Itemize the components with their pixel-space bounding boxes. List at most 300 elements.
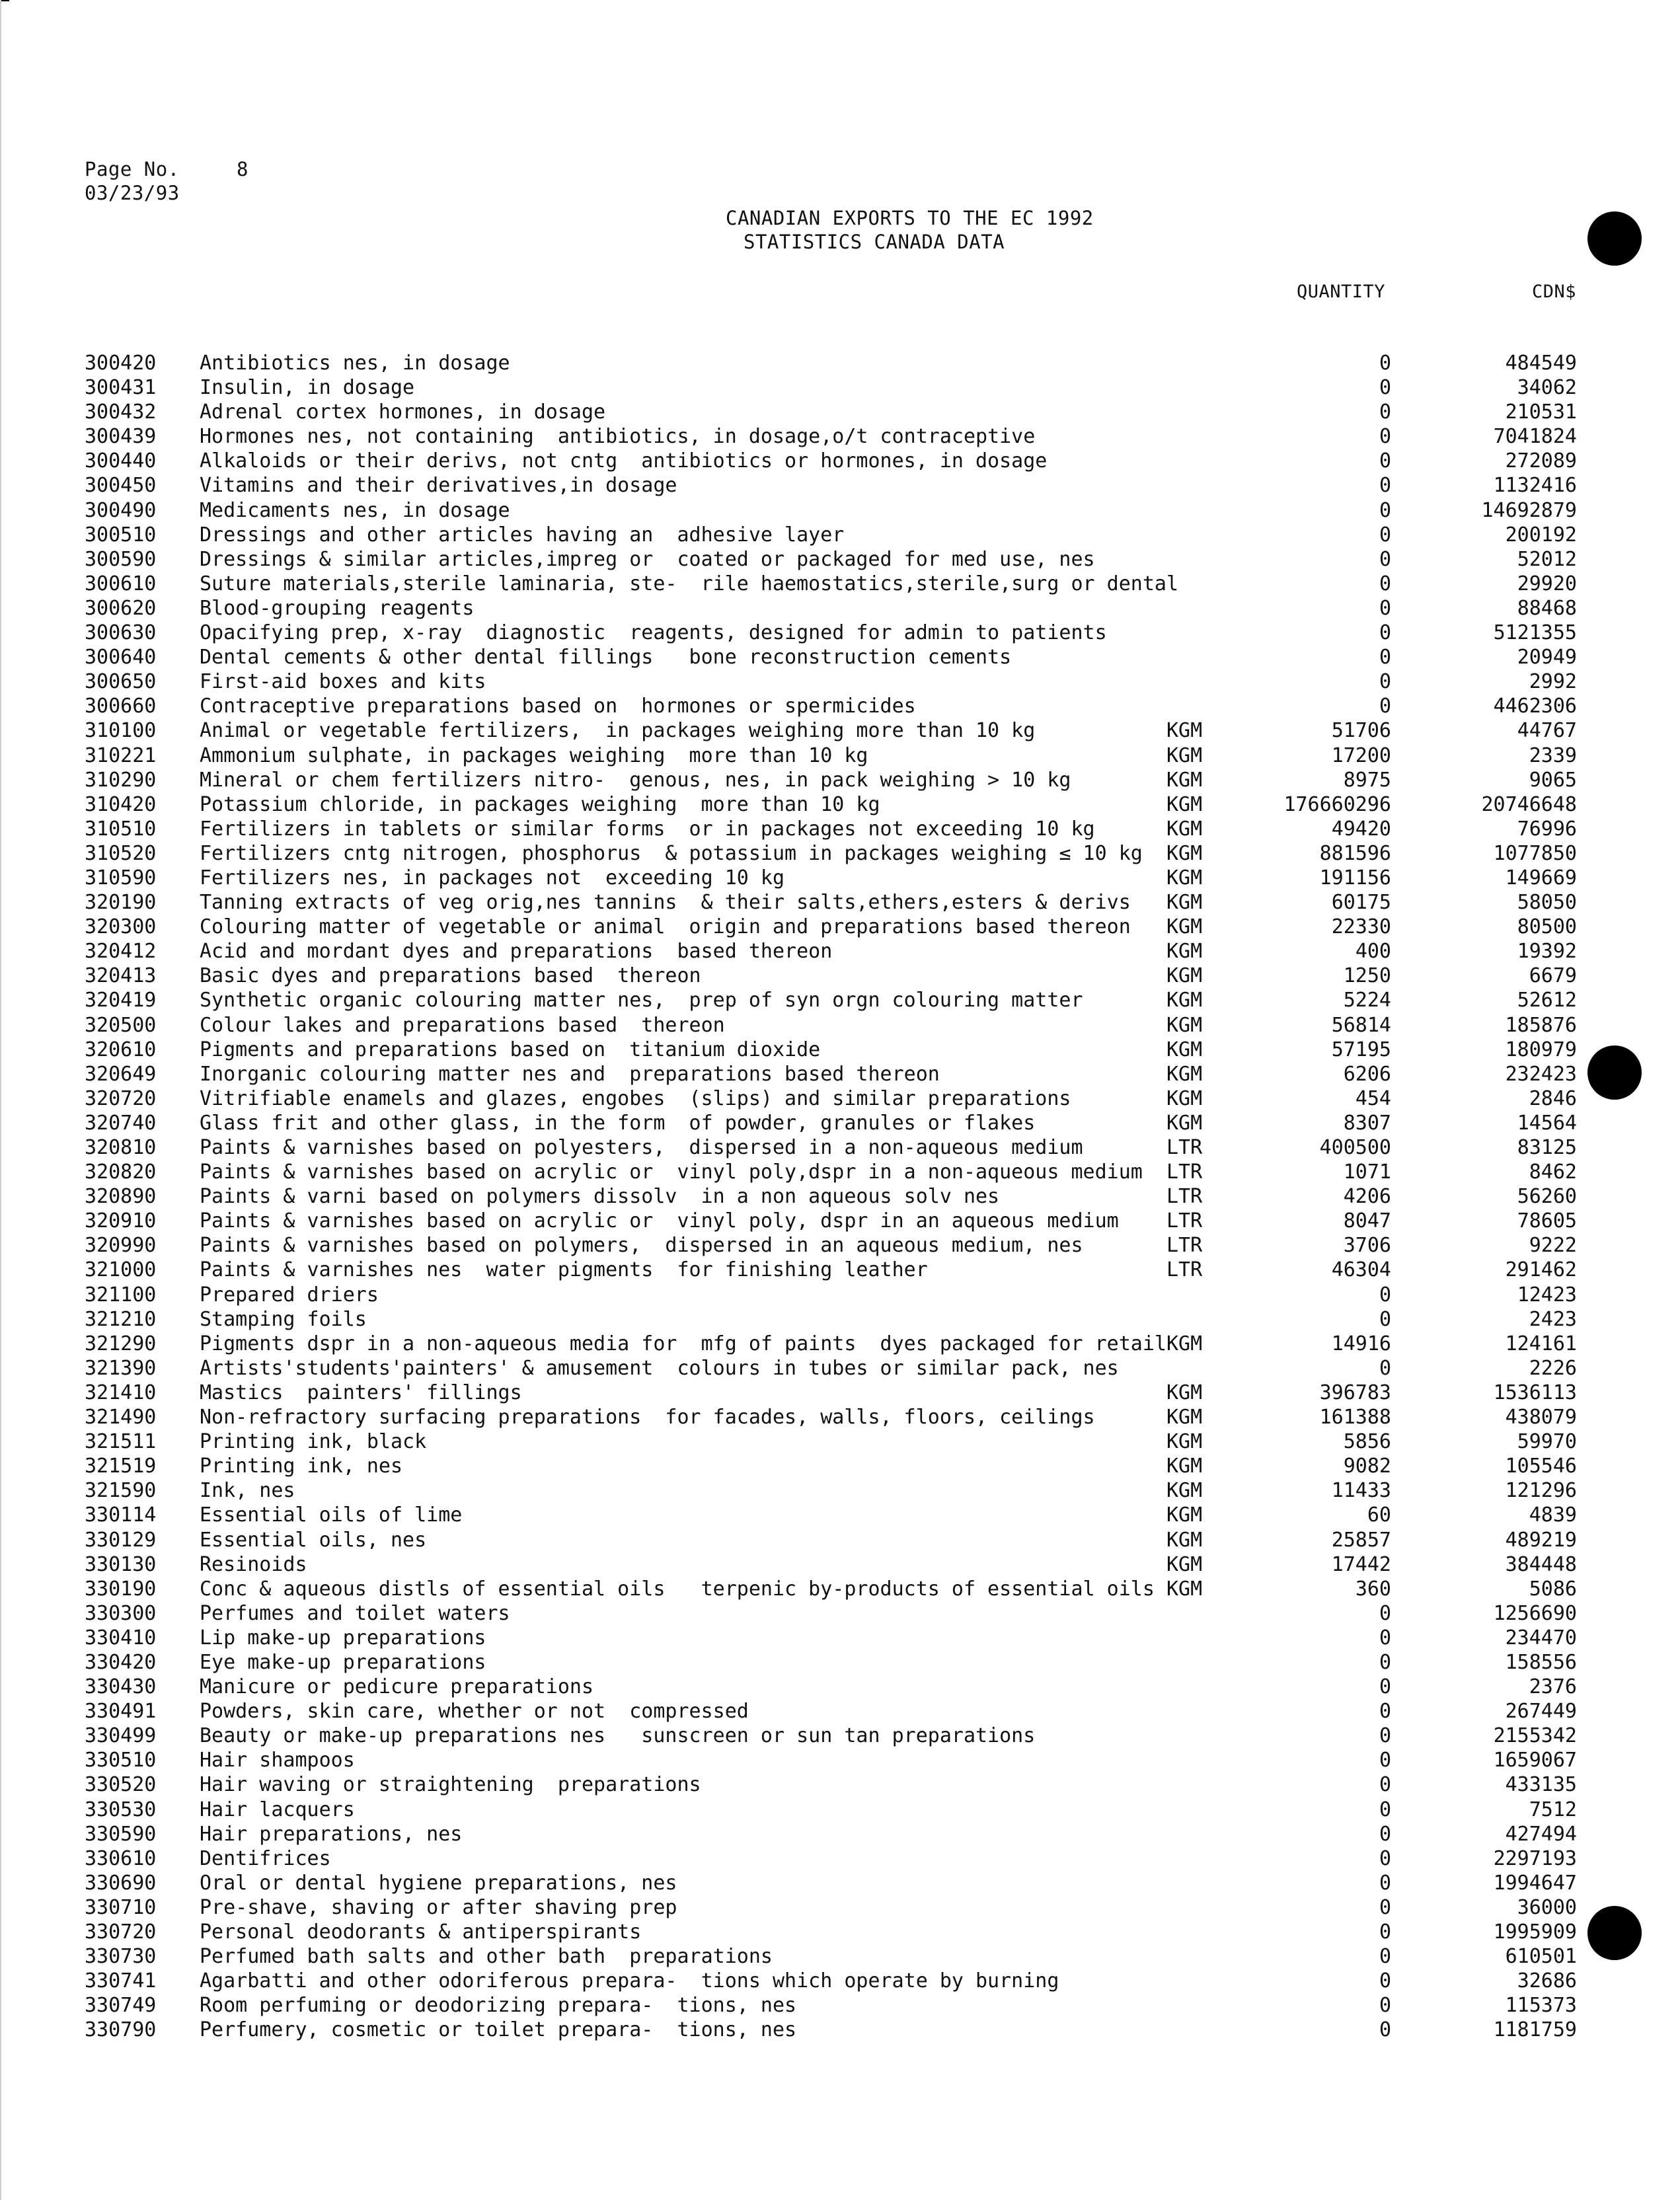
commodity-code: 320720 — [85, 1086, 157, 1110]
commodity-description: Paints & varnishes nes water pigments for finishing leather — [200, 1258, 928, 1282]
table-row — [0, 792, 1680, 817]
commodity-code: 310520 — [85, 841, 157, 865]
cdn-value: 44767 — [1517, 719, 1577, 743]
quantity-value: 0 — [1379, 1822, 1391, 1846]
commodity-description: Beauty or make-up preparations nes sunscreen or sun tan preparations — [200, 1724, 1036, 1748]
quantity-value: 176660296 — [1283, 792, 1391, 816]
unit-of-measure: KGM — [1166, 891, 1203, 915]
quantity-value: 454 — [1355, 1086, 1391, 1110]
unit-of-measure: KGM — [1166, 841, 1203, 865]
unit-of-measure: KGM — [1166, 1381, 1203, 1404]
commodity-description: Artists'students'painters' & amusement colours in tubes or similar pack, nes — [200, 1356, 1119, 1380]
commodity-code: 320649 — [85, 1062, 157, 1086]
unit-of-measure: KGM — [1166, 1013, 1203, 1037]
commodity-description: Dressings & similar articles,impreg or coated or packaged for med use, nes — [200, 547, 1095, 571]
commodity-description: Adrenal cortex hormones, in dosage — [200, 400, 606, 424]
column-header-quantity: QUANTITY — [1297, 282, 1386, 302]
quantity-value: 0 — [1379, 1283, 1391, 1307]
report-date: 03/23/93 — [85, 182, 180, 204]
quantity-value: 1071 — [1343, 1160, 1391, 1184]
quantity-value: 51706 — [1331, 719, 1391, 743]
table-row — [0, 890, 1680, 915]
commodity-description: Perfumed bath salts and other bath preparations — [200, 1945, 773, 1969]
cdn-value: 52612 — [1517, 989, 1577, 1012]
quantity-value: 5856 — [1343, 1430, 1391, 1454]
commodity-code: 300510 — [85, 523, 157, 547]
commodity-description: Synthetic organic colouring matter nes, prep of syn orgn colouring matter — [200, 989, 1083, 1012]
commodity-code: 320910 — [85, 1209, 157, 1233]
quantity-value: 0 — [1379, 1920, 1391, 1944]
quantity-value: 191156 — [1319, 866, 1391, 890]
commodity-description: Eye make-up preparations — [200, 1650, 486, 1674]
table-row — [0, 1675, 1680, 1699]
table-row — [0, 1920, 1680, 1944]
cdn-value: 8462 — [1529, 1160, 1577, 1184]
commodity-description: Alkaloids or their derivs, not cntg antibiotics or hormones, in dosage — [200, 449, 1048, 473]
unit-of-measure: KGM — [1166, 743, 1203, 767]
table-row — [0, 572, 1680, 596]
cdn-value: 56260 — [1517, 1185, 1577, 1209]
table-row — [0, 400, 1680, 424]
table-row — [0, 498, 1680, 523]
cdn-value: 232423 — [1505, 1062, 1577, 1086]
quantity-value: 0 — [1379, 1846, 1391, 1870]
commodity-description: Hair shampoos — [200, 1749, 355, 1772]
cdn-value: 427494 — [1505, 1822, 1577, 1846]
table-row — [0, 841, 1680, 866]
unit-of-measure: KGM — [1166, 1038, 1203, 1061]
page-number: 8 — [237, 158, 248, 180]
quantity-value: 0 — [1379, 1700, 1391, 1724]
table-row — [0, 523, 1680, 547]
commodity-code: 310290 — [85, 768, 157, 792]
table-row — [0, 1577, 1680, 1601]
commodity-description: Antibiotics nes, in dosage — [200, 352, 510, 375]
commodity-code: 321410 — [85, 1381, 157, 1404]
table-row — [0, 2018, 1680, 2042]
unit-of-measure: KGM — [1166, 768, 1203, 792]
table-row — [0, 1528, 1680, 1552]
unit-of-measure: LTR — [1166, 1234, 1203, 1258]
quantity-value: 9082 — [1343, 1455, 1391, 1478]
table-row — [0, 1748, 1680, 1772]
quantity-value: 0 — [1379, 400, 1391, 424]
table-row — [0, 1086, 1680, 1111]
commodity-code: 300590 — [85, 547, 157, 571]
cdn-value: 59970 — [1517, 1430, 1577, 1454]
cdn-value: 234470 — [1505, 1626, 1577, 1650]
commodity-description: Mineral or chem fertilizers nitro- genous, nes, in pack weighing > 10 kg — [200, 768, 1071, 792]
table-row — [0, 1209, 1680, 1233]
unit-of-measure: KGM — [1166, 1111, 1203, 1135]
unit-of-measure: KGM — [1166, 1455, 1203, 1478]
cdn-value: 1077850 — [1493, 841, 1577, 865]
commodity-description: Pigments dspr in a non-aqueous media for mfg of paints dyes packaged for retail — [200, 1332, 1166, 1355]
quantity-value: 4206 — [1343, 1185, 1391, 1209]
commodity-code: 330710 — [85, 1895, 157, 1919]
commodity-code: 320190 — [85, 891, 157, 915]
commodity-code: 330430 — [85, 1675, 157, 1699]
table-row — [0, 866, 1680, 890]
cdn-value: 9222 — [1529, 1234, 1577, 1258]
commodity-description: Perfumes and toilet waters — [200, 1601, 510, 1625]
commodity-code: 330190 — [85, 1577, 157, 1601]
cdn-value: 384448 — [1505, 1552, 1577, 1576]
commodity-code: 300610 — [85, 572, 157, 595]
commodity-description: Pigments and preparations based on titanium dioxide — [200, 1038, 821, 1061]
commodity-description: Hormones nes, not containing antibiotics, in dosage,o/t contraceptive — [200, 425, 1036, 449]
unit-of-measure: KGM — [1166, 989, 1203, 1012]
cdn-value: 19392 — [1517, 940, 1577, 964]
commodity-description: Hair lacquers — [200, 1798, 355, 1821]
cdn-value: 115373 — [1505, 1994, 1577, 2018]
cdn-value: 1536113 — [1493, 1381, 1577, 1404]
commodity-description: Vitamins and their derivatives,in dosage — [200, 474, 677, 498]
commodity-code: 330610 — [85, 1846, 157, 1870]
commodity-code: 321290 — [85, 1332, 157, 1355]
commodity-code: 300650 — [85, 670, 157, 694]
commodity-description: Manicure or pedicure preparations — [200, 1675, 594, 1699]
cdn-value: 2992 — [1529, 670, 1577, 694]
commodity-code: 330690 — [85, 1871, 157, 1895]
cdn-value: 2846 — [1529, 1086, 1577, 1110]
quantity-value: 0 — [1379, 596, 1391, 620]
quantity-value: 0 — [1379, 1871, 1391, 1895]
table-row — [0, 375, 1680, 400]
cdn-value: 2376 — [1529, 1675, 1577, 1699]
commodity-description: Opacifying prep, x-ray diagnostic reagents, designed for admin to patients — [200, 621, 1107, 645]
table-row — [0, 1626, 1680, 1650]
table-row — [0, 1111, 1680, 1135]
cdn-value: 29920 — [1517, 572, 1577, 595]
commodity-code: 300630 — [85, 621, 157, 645]
commodity-code: 300440 — [85, 449, 157, 473]
commodity-code: 300439 — [85, 425, 157, 449]
cdn-value: 36000 — [1517, 1895, 1577, 1919]
commodity-description: Pre-shave, shaving or after shaving prep — [200, 1895, 677, 1919]
commodity-code: 320412 — [85, 940, 157, 964]
table-row — [0, 1871, 1680, 1895]
unit-of-measure: KGM — [1166, 1332, 1203, 1355]
unit-of-measure: KGM — [1166, 719, 1203, 743]
commodity-code: 330114 — [85, 1503, 157, 1527]
commodity-description: Personal deodorants & antiperspirants — [200, 1920, 642, 1944]
table-row — [0, 1798, 1680, 1822]
quantity-value: 0 — [1379, 523, 1391, 547]
punch-hole — [1587, 211, 1642, 266]
commodity-description: Dressings and other articles having an adhesive layer — [200, 523, 845, 547]
quantity-value: 49420 — [1331, 817, 1391, 841]
quantity-value: 0 — [1379, 1773, 1391, 1797]
quantity-value: 0 — [1379, 1969, 1391, 1993]
commodity-code: 321519 — [85, 1455, 157, 1478]
cdn-value: 1132416 — [1493, 474, 1577, 498]
commodity-code: 330510 — [85, 1749, 157, 1772]
table-row — [0, 1233, 1680, 1258]
table-row — [0, 1160, 1680, 1184]
unit-of-measure: LTR — [1166, 1160, 1203, 1184]
cdn-value: 272089 — [1505, 449, 1577, 473]
export-table — [0, 351, 1680, 2042]
commodity-code: 330749 — [85, 1994, 157, 2018]
table-row — [0, 1944, 1680, 1969]
commodity-code: 320990 — [85, 1234, 157, 1258]
scan-edge-mark — [0, 0, 9, 1]
table-row — [0, 1552, 1680, 1577]
commodity-description: Printing ink, nes — [200, 1455, 403, 1478]
table-row — [0, 1969, 1680, 1993]
table-row — [0, 1307, 1680, 1332]
commodity-description: Ammonium sulphate, in packages weighing more than 10 kg — [200, 743, 868, 767]
commodity-code: 330491 — [85, 1700, 157, 1724]
commodity-description: Dentifrices — [200, 1846, 331, 1870]
quantity-value: 8047 — [1343, 1209, 1391, 1233]
unit-of-measure: KGM — [1166, 1086, 1203, 1110]
commodity-code: 330420 — [85, 1650, 157, 1674]
quantity-value: 56814 — [1331, 1013, 1391, 1037]
quantity-value: 0 — [1379, 474, 1391, 498]
quantity-value: 0 — [1379, 2018, 1391, 2042]
commodity-code: 300660 — [85, 695, 157, 718]
cdn-value: 6679 — [1529, 964, 1577, 988]
quantity-value: 57195 — [1331, 1038, 1391, 1061]
quantity-value: 0 — [1379, 1307, 1391, 1331]
table-row — [0, 1478, 1680, 1503]
commodity-code: 320890 — [85, 1185, 157, 1209]
unit-of-measure: KGM — [1166, 1479, 1203, 1503]
commodity-code: 320300 — [85, 915, 157, 939]
table-row — [0, 1184, 1680, 1209]
quantity-value: 0 — [1379, 1626, 1391, 1650]
commodity-code: 310420 — [85, 792, 157, 816]
commodity-code: 320500 — [85, 1013, 157, 1037]
commodity-description: Paints & varnishes based on polyesters, dispersed in a non-aqueous medium — [200, 1136, 1083, 1159]
quantity-value: 0 — [1379, 498, 1391, 522]
quantity-value: 8307 — [1343, 1111, 1391, 1135]
cdn-value: 14692879 — [1481, 498, 1577, 522]
commodity-code: 310100 — [85, 719, 157, 743]
table-row — [0, 1650, 1680, 1675]
cdn-value: 185876 — [1505, 1013, 1577, 1037]
commodity-code: 330590 — [85, 1822, 157, 1846]
commodity-description: Tanning extracts of veg orig,nes tannins & their salts,ethers,esters & derivs — [200, 891, 1131, 915]
cdn-value: 5086 — [1529, 1577, 1577, 1601]
commodity-code: 330129 — [85, 1528, 157, 1552]
commodity-description: Ink, nes — [200, 1479, 295, 1503]
quantity-value: 22330 — [1331, 915, 1391, 939]
cdn-value: 291462 — [1505, 1258, 1577, 1282]
cdn-value: 58050 — [1517, 891, 1577, 915]
commodity-description: Hair waving or straightening preparations — [200, 1773, 701, 1797]
commodity-description: Colouring matter of vegetable or animal origin and preparations based thereon — [200, 915, 1131, 939]
cdn-value: 78605 — [1517, 1209, 1577, 1233]
quantity-value: 46304 — [1331, 1258, 1391, 1282]
cdn-value: 9065 — [1529, 768, 1577, 792]
commodity-description: Perfumery, cosmetic or toilet prepara- tions, nes — [200, 2018, 797, 2042]
commodity-code: 330410 — [85, 1626, 157, 1650]
commodity-description: Fertilizers cntg nitrogen, phosphorus & potassium in packages weighing ≤ 10 kg — [200, 841, 1143, 865]
cdn-value: 438079 — [1505, 1406, 1577, 1429]
commodity-description: Resinoids — [200, 1552, 307, 1576]
unit-of-measure: KGM — [1166, 1503, 1203, 1527]
cdn-value: 14564 — [1517, 1111, 1577, 1135]
commodity-code: 330530 — [85, 1798, 157, 1821]
cdn-value: 52012 — [1517, 547, 1577, 571]
commodity-description: Animal or vegetable fertilizers, in packages weighing more than 10 kg — [200, 719, 1036, 743]
unit-of-measure: LTR — [1166, 1185, 1203, 1209]
quantity-value: 5224 — [1343, 989, 1391, 1012]
quantity-value: 0 — [1379, 1749, 1391, 1772]
commodity-code: 330499 — [85, 1724, 157, 1748]
table-row — [0, 1258, 1680, 1282]
quantity-value: 0 — [1379, 1675, 1391, 1699]
cdn-value: 2339 — [1529, 743, 1577, 767]
table-row — [0, 1135, 1680, 1160]
table-row — [0, 1283, 1680, 1307]
commodity-description: Contraceptive preparations based on hormones or spermicides — [200, 695, 916, 718]
commodity-description: Essential oils, nes — [200, 1528, 427, 1552]
commodity-description: Acid and mordant dyes and preparations based thereon — [200, 940, 833, 964]
commodity-code: 300640 — [85, 646, 157, 669]
table-row — [0, 1356, 1680, 1381]
quantity-value: 0 — [1379, 1601, 1391, 1625]
commodity-description: Basic dyes and preparations based thereon — [200, 964, 701, 988]
cdn-value: 105546 — [1505, 1455, 1577, 1478]
table-row — [0, 1772, 1680, 1797]
quantity-value: 0 — [1379, 449, 1391, 473]
quantity-value: 0 — [1379, 425, 1391, 449]
quantity-value: 0 — [1379, 646, 1391, 669]
table-row — [0, 718, 1680, 743]
table-row — [0, 743, 1680, 768]
cdn-value: 20949 — [1517, 646, 1577, 669]
commodity-description: Blood-grouping reagents — [200, 596, 475, 620]
table-row — [0, 669, 1680, 694]
commodity-code: 321511 — [85, 1430, 157, 1454]
quantity-value: 881596 — [1319, 841, 1391, 865]
table-row — [0, 1993, 1680, 2018]
quantity-value: 0 — [1379, 1650, 1391, 1674]
column-header-cdn-value: CDN$ — [1532, 282, 1577, 302]
commodity-description: Fertilizers in tablets or similar forms or in packages not exceeding 10 kg — [200, 817, 1095, 841]
commodity-code: 321390 — [85, 1356, 157, 1380]
table-row — [0, 1724, 1680, 1748]
quantity-value: 6206 — [1343, 1062, 1391, 1086]
commodity-code: 321210 — [85, 1307, 157, 1331]
cdn-value: 7041824 — [1493, 425, 1577, 449]
cdn-value: 121296 — [1505, 1479, 1577, 1503]
cdn-value: 20746648 — [1481, 792, 1577, 816]
table-row — [0, 473, 1680, 498]
cdn-value: 76996 — [1517, 817, 1577, 841]
table-row — [0, 547, 1680, 572]
commodity-description: Oral or dental hygiene preparations, nes — [200, 1871, 677, 1895]
table-row — [0, 1405, 1680, 1429]
commodity-code: 320419 — [85, 989, 157, 1012]
punch-hole — [1587, 1045, 1642, 1100]
commodity-code: 300431 — [85, 376, 157, 400]
commodity-code: 330790 — [85, 2018, 157, 2042]
table-row — [0, 1013, 1680, 1038]
commodity-code: 310590 — [85, 866, 157, 890]
quantity-value: 8975 — [1343, 768, 1391, 792]
unit-of-measure: KGM — [1166, 1577, 1203, 1601]
cdn-value: 32686 — [1517, 1969, 1577, 1993]
commodity-description: Dental cements & other dental fillings bone reconstruction cements — [200, 646, 1012, 669]
commodity-code: 330130 — [85, 1552, 157, 1576]
commodity-description: Glass frit and other glass, in the form of powder, granules or flakes — [200, 1111, 1036, 1135]
cdn-value: 83125 — [1517, 1136, 1577, 1159]
commodity-description: First-aid boxes and kits — [200, 670, 486, 694]
report-subtitle: STATISTICS CANADA DATA — [744, 231, 1005, 253]
commodity-description: Paints & varnishes based on acrylic or vinyl poly, dspr in an aqueous medium — [200, 1209, 1119, 1233]
unit-of-measure: KGM — [1166, 1552, 1203, 1576]
unit-of-measure: KGM — [1166, 866, 1203, 890]
cdn-value: 88468 — [1517, 596, 1577, 620]
cdn-value: 80500 — [1517, 915, 1577, 939]
cdn-value: 5121355 — [1493, 621, 1577, 645]
commodity-description: Agarbatti and other odoriferous prepara- tions which operate by burning — [200, 1969, 1059, 1993]
table-row — [0, 449, 1680, 473]
commodity-description: Printing ink, black — [200, 1430, 427, 1454]
quantity-value: 17200 — [1331, 743, 1391, 767]
quantity-value: 0 — [1379, 1798, 1391, 1821]
cdn-value: 2155342 — [1493, 1724, 1577, 1748]
commodity-code: 310510 — [85, 817, 157, 841]
cdn-value: 1256690 — [1493, 1601, 1577, 1625]
cdn-value: 158556 — [1505, 1650, 1577, 1674]
commodity-description: Insulin, in dosage — [200, 376, 415, 400]
commodity-description: Vitrifiable enamels and glazes, engobes (slips) and similar preparations — [200, 1086, 1071, 1110]
quantity-value: 1250 — [1343, 964, 1391, 988]
unit-of-measure: LTR — [1166, 1258, 1203, 1282]
table-row — [0, 1038, 1680, 1062]
quantity-value: 0 — [1379, 376, 1391, 400]
unit-of-measure: KGM — [1166, 817, 1203, 841]
cdn-value: 2226 — [1529, 1356, 1577, 1380]
report-title: CANADIAN EXPORTS TO THE EC 1992 — [726, 207, 1094, 229]
cdn-value: 1994647 — [1493, 1871, 1577, 1895]
commodity-code: 300490 — [85, 498, 157, 522]
table-row — [0, 1429, 1680, 1454]
cdn-value: 267449 — [1505, 1700, 1577, 1724]
commodity-description: Paints & varnishes based on acrylic or vinyl poly,dspr in a non-aqueous medium — [200, 1160, 1143, 1184]
cdn-value: 210531 — [1505, 400, 1577, 424]
unit-of-measure: KGM — [1166, 940, 1203, 964]
commodity-code: 330520 — [85, 1773, 157, 1797]
unit-of-measure: KGM — [1166, 915, 1203, 939]
commodity-description: Hair preparations, nes — [200, 1822, 463, 1846]
cdn-value: 34062 — [1517, 376, 1577, 400]
unit-of-measure: KGM — [1166, 792, 1203, 816]
commodity-description: Non-refractory surfacing preparations for facades, walls, floors, ceilings — [200, 1406, 1095, 1429]
table-row — [0, 1846, 1680, 1871]
quantity-value: 0 — [1379, 352, 1391, 375]
cdn-value: 610501 — [1505, 1945, 1577, 1969]
quantity-value: 0 — [1379, 1895, 1391, 1919]
commodity-description: Fertilizers nes, in packages not exceeding 10 kg — [200, 866, 785, 890]
quantity-value: 360 — [1355, 1577, 1391, 1601]
quantity-value: 400500 — [1319, 1136, 1391, 1159]
table-row — [0, 915, 1680, 939]
table-row — [0, 1699, 1680, 1724]
commodity-description: Potassium chloride, in packages weighing more than 10 kg — [200, 792, 880, 816]
table-row — [0, 351, 1680, 375]
quantity-value: 60175 — [1331, 891, 1391, 915]
quantity-value: 0 — [1379, 621, 1391, 645]
commodity-code: 320610 — [85, 1038, 157, 1061]
cdn-value: 2423 — [1529, 1307, 1577, 1331]
